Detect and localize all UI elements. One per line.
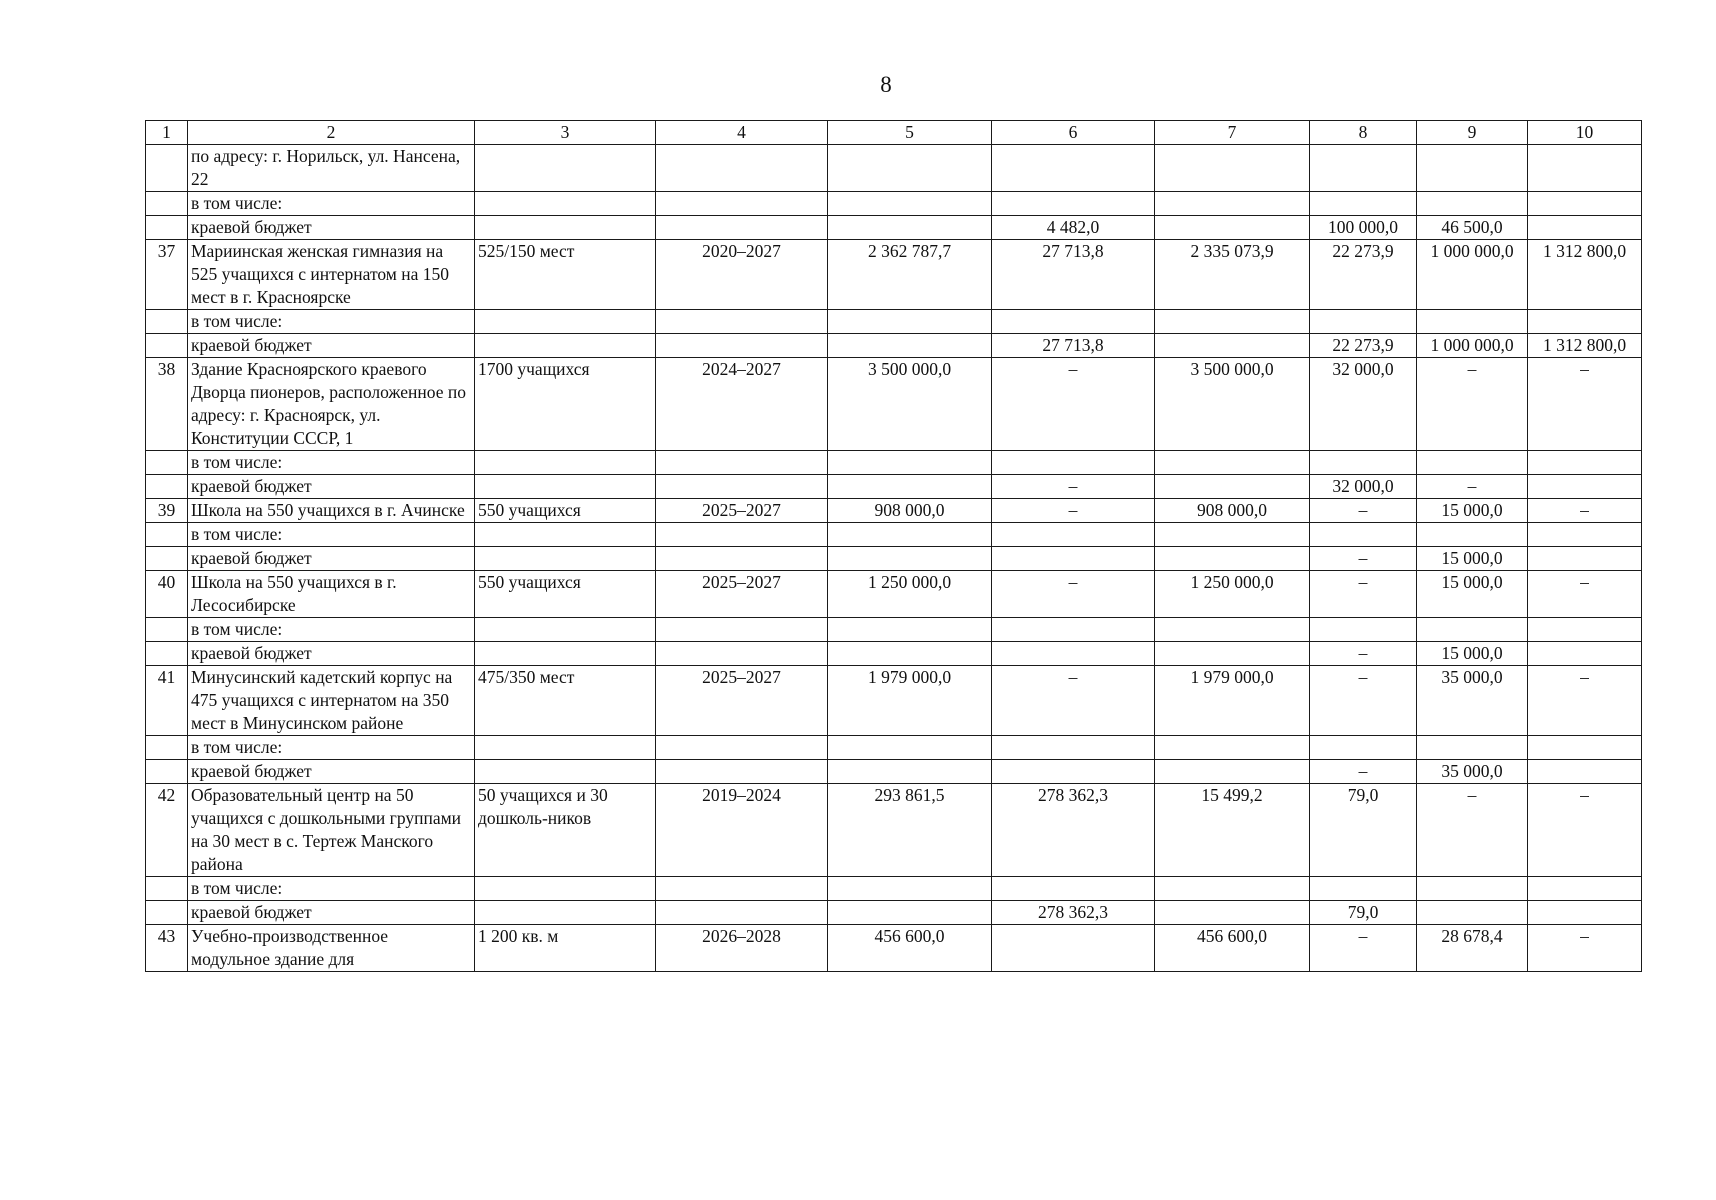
budget-value-cell	[1155, 642, 1310, 666]
sub-label-row	[146, 618, 1642, 642]
empty-cell	[1310, 523, 1417, 547]
budget-value-cell	[1528, 760, 1642, 784]
empty-cell	[146, 310, 188, 334]
value-cell: –	[992, 571, 1155, 618]
empty-cell	[1417, 523, 1528, 547]
budget-value-cell	[1528, 642, 1642, 666]
empty-cell	[1310, 192, 1417, 216]
empty-cell	[146, 523, 188, 547]
sub-label-row	[146, 451, 1642, 475]
budget-row	[146, 642, 1642, 666]
value-cell: 1 979 000,0	[1155, 666, 1310, 736]
object-name-cell: Мариинская женская гимназия на 525 учащихся с интернатом на 150 мест в г. Красноярске	[188, 240, 475, 310]
row-number-cell: 38	[146, 358, 188, 451]
sub-label-cell: в том числе:	[188, 877, 475, 901]
empty-cell	[146, 642, 188, 666]
empty-cell	[1310, 310, 1417, 334]
value-cell: –	[1310, 571, 1417, 618]
empty-cell	[1528, 877, 1642, 901]
empty-cell	[1155, 877, 1310, 901]
budget-value-cell: 100 000,0	[1310, 216, 1417, 240]
value-cell: 908 000,0	[828, 499, 992, 523]
budget-value-cell: –	[992, 475, 1155, 499]
budget-value-cell	[1155, 901, 1310, 925]
sub-label-cell: в том числе:	[188, 618, 475, 642]
budget-value-cell: 27 713,8	[992, 334, 1155, 358]
period-cell: 2024–2027	[656, 358, 828, 451]
column-header: 4	[656, 121, 828, 145]
sub-label-cell: в том числе:	[188, 523, 475, 547]
empty-cell	[146, 475, 188, 499]
empty-cell	[1528, 736, 1642, 760]
budget-value-cell: 4 482,0	[992, 216, 1155, 240]
sub-label-row	[146, 192, 1642, 216]
empty-cell	[1155, 523, 1310, 547]
empty-cell	[992, 877, 1155, 901]
empty-cell	[656, 901, 828, 925]
empty-cell	[146, 901, 188, 925]
empty-cell	[1310, 451, 1417, 475]
empty-cell	[1310, 877, 1417, 901]
capacity-cell: 475/350 мест	[475, 666, 656, 736]
value-cell: 2 335 073,9	[1155, 240, 1310, 310]
empty-cell	[1417, 877, 1528, 901]
object-name-cell: Здание Красноярского краевого Дворца пионеров, расположенное по адресу: г. Красноярск, ул. Конституции СССР, 1	[188, 358, 475, 451]
object-row	[146, 571, 1642, 618]
column-header: 5	[828, 121, 992, 145]
empty-cell	[475, 760, 656, 784]
empty-cell	[475, 547, 656, 571]
value-cell: 3 500 000,0	[828, 358, 992, 451]
budget-value-cell	[1155, 334, 1310, 358]
empty-cell	[1155, 310, 1310, 334]
budget-value-cell	[828, 475, 992, 499]
empty-cell	[656, 760, 828, 784]
empty-cell	[656, 475, 828, 499]
value-cell: 28 678,4	[1417, 925, 1528, 972]
row-number-cell: 42	[146, 784, 188, 877]
empty-cell	[146, 216, 188, 240]
object-row	[146, 358, 1642, 451]
empty-cell	[1155, 736, 1310, 760]
budget-value-cell: –	[1310, 760, 1417, 784]
value-cell	[992, 925, 1155, 972]
value-cell: –	[1528, 925, 1642, 972]
empty-cell	[475, 145, 656, 192]
continuation-row	[146, 145, 1642, 192]
empty-cell	[656, 523, 828, 547]
object-name-cell: Школа на 550 учащихся в г. Лесосибирске	[188, 571, 475, 618]
budget-row	[146, 901, 1642, 925]
budget-value-cell: 46 500,0	[1417, 216, 1528, 240]
row-number-cell: 37	[146, 240, 188, 310]
empty-cell	[1528, 523, 1642, 547]
budget-label-cell: краевой бюджет	[188, 901, 475, 925]
empty-cell	[1528, 192, 1642, 216]
empty-cell	[828, 192, 992, 216]
empty-cell	[1417, 310, 1528, 334]
budget-row	[146, 216, 1642, 240]
empty-cell	[146, 736, 188, 760]
object-row	[146, 499, 1642, 523]
budget-value-cell: 22 273,9	[1310, 334, 1417, 358]
value-cell: –	[1310, 925, 1417, 972]
sub-label-row	[146, 736, 1642, 760]
empty-cell	[992, 736, 1155, 760]
budget-label-cell: краевой бюджет	[188, 642, 475, 666]
empty-cell	[1310, 618, 1417, 642]
empty-cell	[1155, 192, 1310, 216]
column-header: 10	[1528, 121, 1642, 145]
value-cell: 293 861,5	[828, 784, 992, 877]
budget-value-cell	[1155, 760, 1310, 784]
empty-cell	[656, 451, 828, 475]
budget-row	[146, 760, 1642, 784]
empty-cell	[146, 760, 188, 784]
empty-cell	[1528, 618, 1642, 642]
empty-cell	[828, 618, 992, 642]
value-cell: –	[992, 499, 1155, 523]
value-cell: 456 600,0	[828, 925, 992, 972]
budget-value-cell: –	[1417, 475, 1528, 499]
row-number-cell: 41	[146, 666, 188, 736]
empty-cell	[828, 145, 992, 192]
capacity-cell: 1700 учащихся	[475, 358, 656, 451]
empty-cell	[828, 736, 992, 760]
empty-cell	[1417, 451, 1528, 475]
value-cell: 15 499,2	[1155, 784, 1310, 877]
empty-cell	[475, 877, 656, 901]
object-row	[146, 666, 1642, 736]
budget-value-cell: –	[1310, 547, 1417, 571]
empty-cell	[828, 451, 992, 475]
empty-cell	[1417, 192, 1528, 216]
budget-value-cell: 278 362,3	[992, 901, 1155, 925]
budget-value-cell: 79,0	[1310, 901, 1417, 925]
empty-cell	[475, 451, 656, 475]
value-cell: –	[1417, 784, 1528, 877]
object-row	[146, 925, 1642, 972]
value-cell: –	[992, 666, 1155, 736]
budget-label-cell: краевой бюджет	[188, 760, 475, 784]
empty-cell	[656, 192, 828, 216]
column-header: 8	[1310, 121, 1417, 145]
budget-value-cell: –	[1310, 642, 1417, 666]
object-name-cell: Минусинский кадетский корпус на 475 учащихся с интернатом на 350 мест в Минусинском районе	[188, 666, 475, 736]
value-cell: 908 000,0	[1155, 499, 1310, 523]
budget-value-cell	[828, 642, 992, 666]
row-number-cell: 43	[146, 925, 188, 972]
value-cell: 35 000,0	[1417, 666, 1528, 736]
value-cell: 1 250 000,0	[1155, 571, 1310, 618]
value-cell: –	[992, 358, 1155, 451]
period-cell: 2025–2027	[656, 666, 828, 736]
capacity-cell: 550 учащихся	[475, 571, 656, 618]
object-row	[146, 784, 1642, 877]
value-cell: –	[1310, 499, 1417, 523]
empty-cell	[1155, 618, 1310, 642]
empty-cell	[146, 192, 188, 216]
budget-value-cell: 35 000,0	[1417, 760, 1528, 784]
empty-cell	[656, 642, 828, 666]
capacity-cell: 50 учащихся и 30 дошколь-ников	[475, 784, 656, 877]
empty-cell	[475, 901, 656, 925]
column-header: 7	[1155, 121, 1310, 145]
budget-value-cell	[1528, 216, 1642, 240]
empty-cell	[992, 310, 1155, 334]
budget-value-cell	[1528, 901, 1642, 925]
value-cell: 3 500 000,0	[1155, 358, 1310, 451]
empty-cell	[656, 216, 828, 240]
empty-cell	[656, 547, 828, 571]
value-cell: 456 600,0	[1155, 925, 1310, 972]
value-cell: 278 362,3	[992, 784, 1155, 877]
column-number-row	[146, 121, 1642, 145]
empty-cell	[828, 523, 992, 547]
budget-value-cell: 15 000,0	[1417, 642, 1528, 666]
column-header: 9	[1417, 121, 1528, 145]
budget-value-cell	[828, 760, 992, 784]
page-number: 8	[880, 72, 892, 97]
empty-cell	[1155, 145, 1310, 192]
empty-cell	[992, 145, 1155, 192]
budget-value-cell	[828, 334, 992, 358]
empty-cell	[992, 451, 1155, 475]
empty-cell	[828, 877, 992, 901]
sub-label-cell: в том числе:	[188, 310, 475, 334]
period-cell: 2025–2027	[656, 499, 828, 523]
budget-value-cell: 32 000,0	[1310, 475, 1417, 499]
empty-cell	[475, 642, 656, 666]
empty-cell	[992, 192, 1155, 216]
value-cell: 1 000 000,0	[1417, 240, 1528, 310]
sub-label-cell: в том числе:	[188, 192, 475, 216]
column-header: 3	[475, 121, 656, 145]
empty-cell	[1155, 451, 1310, 475]
empty-cell	[992, 618, 1155, 642]
value-cell: 1 312 800,0	[1528, 240, 1642, 310]
value-cell: –	[1310, 666, 1417, 736]
value-cell: 15 000,0	[1417, 571, 1528, 618]
budget-row	[146, 475, 1642, 499]
budget-value-cell	[992, 547, 1155, 571]
empty-cell	[1417, 618, 1528, 642]
budget-value-cell	[1155, 475, 1310, 499]
empty-cell	[146, 451, 188, 475]
budget-label-cell: краевой бюджет	[188, 334, 475, 358]
sub-label-cell: в том числе:	[188, 736, 475, 760]
period-cell: 2019–2024	[656, 784, 828, 877]
budget-value-cell	[992, 642, 1155, 666]
column-header: 1	[146, 121, 188, 145]
empty-cell	[475, 310, 656, 334]
capacity-cell: 525/150 мест	[475, 240, 656, 310]
table-body	[146, 121, 1642, 972]
empty-cell	[656, 145, 828, 192]
budget-value-cell	[828, 216, 992, 240]
budget-value-cell	[1155, 547, 1310, 571]
budget-value-cell	[1528, 547, 1642, 571]
value-cell: –	[1528, 784, 1642, 877]
value-cell: –	[1528, 499, 1642, 523]
capacity-cell: 1 200 кв. м	[475, 925, 656, 972]
budget-label-cell: краевой бюджет	[188, 547, 475, 571]
empty-cell	[656, 736, 828, 760]
empty-cell	[475, 334, 656, 358]
empty-cell	[656, 877, 828, 901]
budget-value-cell: 1 312 800,0	[1528, 334, 1642, 358]
empty-cell	[656, 310, 828, 334]
empty-cell	[475, 523, 656, 547]
budget-label-cell: краевой бюджет	[188, 475, 475, 499]
empty-cell	[1310, 736, 1417, 760]
sub-label-row	[146, 877, 1642, 901]
row-number-cell: 39	[146, 499, 188, 523]
value-cell: –	[1417, 358, 1528, 451]
row-number-cell: 40	[146, 571, 188, 618]
sub-label-row	[146, 310, 1642, 334]
value-cell: 2 362 787,7	[828, 240, 992, 310]
value-cell: 1 250 000,0	[828, 571, 992, 618]
column-header: 6	[992, 121, 1155, 145]
period-cell: 2026–2028	[656, 925, 828, 972]
object-row	[146, 240, 1642, 310]
row-number-cell	[146, 145, 188, 192]
budget-value-cell: 1 000 000,0	[1417, 334, 1528, 358]
value-cell: 1 979 000,0	[828, 666, 992, 736]
value-cell: –	[1528, 358, 1642, 451]
column-header: 2	[188, 121, 475, 145]
empty-cell	[146, 334, 188, 358]
budget-value-cell	[828, 901, 992, 925]
empty-cell	[656, 618, 828, 642]
empty-cell	[1310, 145, 1417, 192]
empty-cell	[146, 618, 188, 642]
sub-label-row	[146, 523, 1642, 547]
empty-cell	[992, 523, 1155, 547]
object-name-cell: по адресу: г. Норильск, ул. Нансена, 22	[188, 145, 475, 192]
value-cell: –	[1528, 571, 1642, 618]
empty-cell	[475, 192, 656, 216]
value-cell: 22 273,9	[1310, 240, 1417, 310]
budget-table	[145, 120, 1642, 972]
budget-value-cell	[992, 760, 1155, 784]
object-name-cell: Школа на 550 учащихся в г. Ачинске	[188, 499, 475, 523]
capacity-cell: 550 учащихся	[475, 499, 656, 523]
empty-cell	[1528, 451, 1642, 475]
object-name-cell: Учебно-производственное модульное здание для	[188, 925, 475, 972]
budget-value-cell	[1417, 901, 1528, 925]
budget-value-cell	[828, 547, 992, 571]
budget-row	[146, 334, 1642, 358]
budget-label-cell: краевой бюджет	[188, 216, 475, 240]
empty-cell	[475, 618, 656, 642]
sub-label-cell: в том числе:	[188, 451, 475, 475]
value-cell: 27 713,8	[992, 240, 1155, 310]
value-cell: –	[1528, 666, 1642, 736]
budget-value-cell	[1155, 216, 1310, 240]
value-cell: 32 000,0	[1310, 358, 1417, 451]
object-name-cell: Образовательный центр на 50 учащихся с дошкольными группами на 30 мест в с. Тертеж Манского района	[188, 784, 475, 877]
empty-cell	[1528, 145, 1642, 192]
empty-cell	[1417, 736, 1528, 760]
empty-cell	[1528, 310, 1642, 334]
empty-cell	[1417, 145, 1528, 192]
empty-cell	[146, 547, 188, 571]
empty-cell	[475, 736, 656, 760]
empty-cell	[475, 216, 656, 240]
empty-cell	[475, 475, 656, 499]
budget-value-cell: 15 000,0	[1417, 547, 1528, 571]
budget-value-cell	[1528, 475, 1642, 499]
budget-row	[146, 547, 1642, 571]
empty-cell	[828, 310, 992, 334]
value-cell: 79,0	[1310, 784, 1417, 877]
empty-cell	[656, 334, 828, 358]
period-cell: 2020–2027	[656, 240, 828, 310]
value-cell: 15 000,0	[1417, 499, 1528, 523]
empty-cell	[146, 877, 188, 901]
period-cell: 2025–2027	[656, 571, 828, 618]
